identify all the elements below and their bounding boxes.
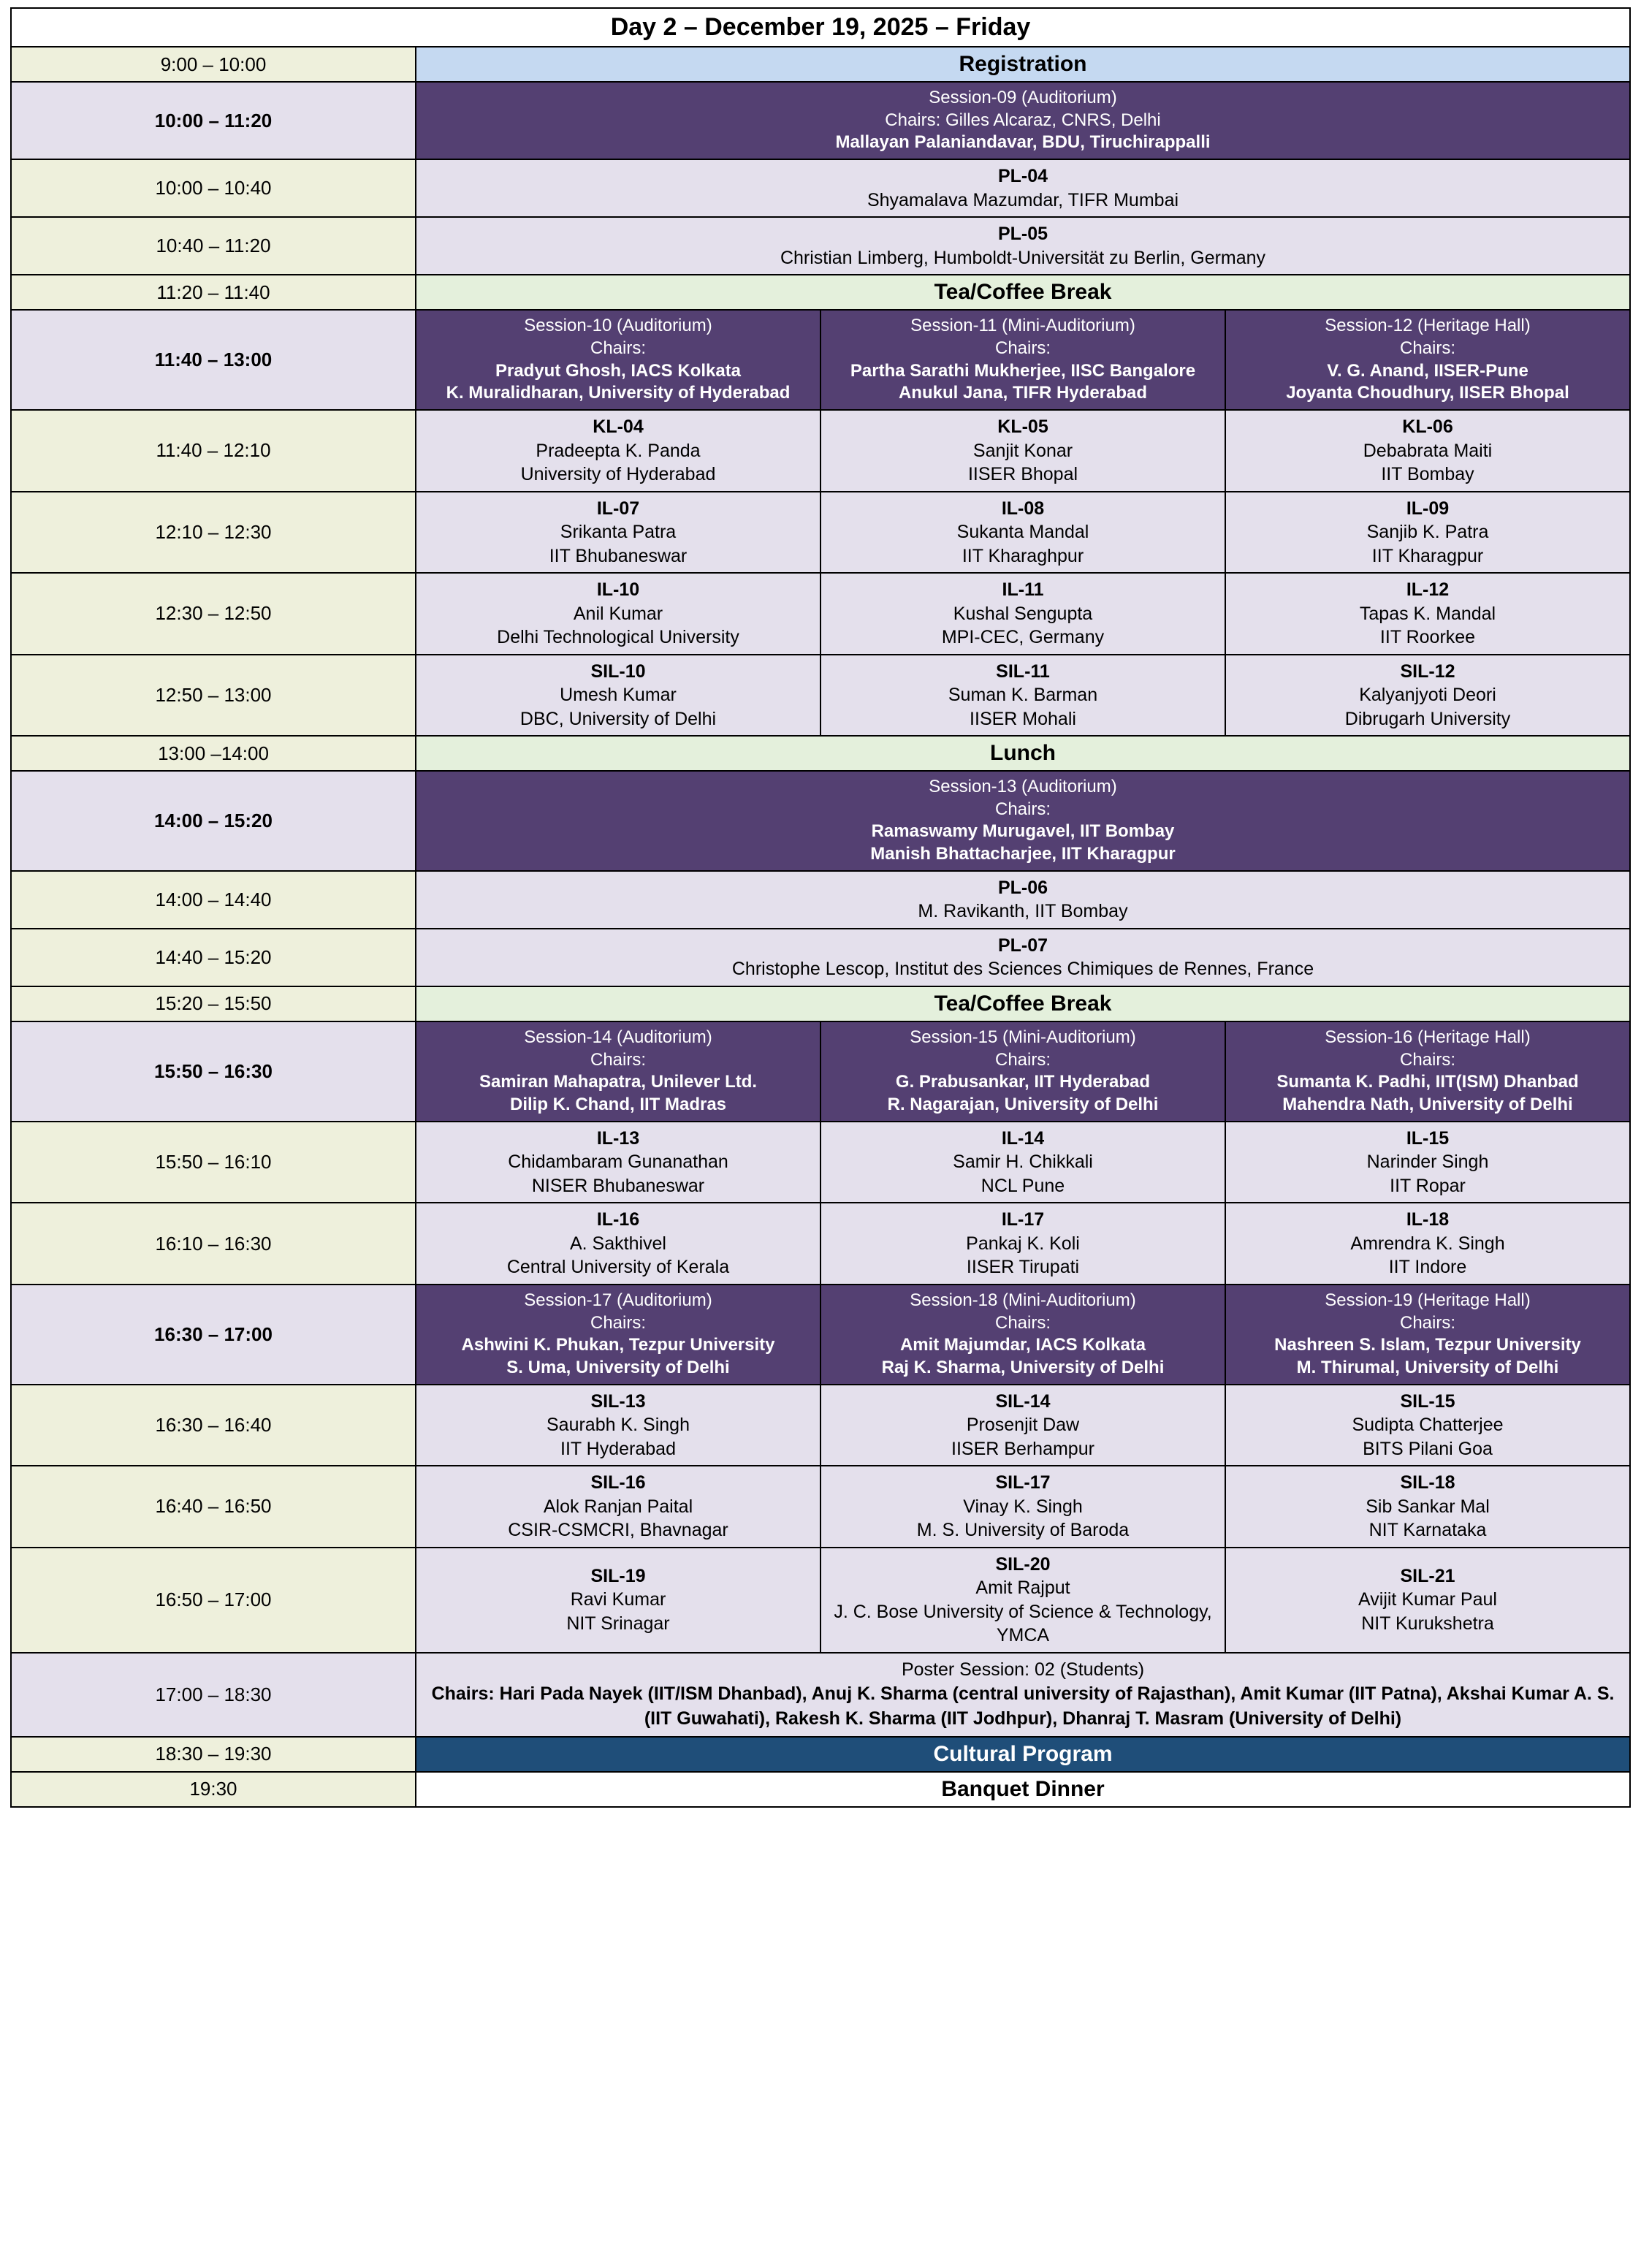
session-header-cell [820,1021,1225,1122]
talk-cell [1225,492,1630,574]
talk-code: IL-07 [596,498,640,519]
table-row [11,1548,1630,1653]
talk-affiliation: NISER Bhubaneswar [531,1175,705,1196]
talk-code: KL-05 [997,416,1048,438]
talk-speaker: Srikanta Patra [560,522,677,543]
talk-affiliation: NCL Pune [981,1175,1065,1196]
talk-code: SIL-19 [590,1565,646,1586]
talk-cell [1225,1122,1630,1203]
session-name: Session-15 (Mini-Auditorium) [910,1027,1136,1047]
talk-cell [820,1122,1225,1203]
table-row [11,655,1630,737]
session-name: Session-10 (Auditorium) [524,316,712,336]
time-cell: 19:30 [11,1772,416,1807]
talk-affiliation: IIT Ropar [1390,1175,1466,1196]
poster-session-title: Poster Session: 02 (Students) [901,1659,1145,1680]
table-row [11,492,1630,574]
talk-affiliation: IISER Mohali [970,708,1076,729]
talk-cell [820,410,1225,492]
talk-cell [820,1203,1225,1285]
session-chair-names: V. G. Anand, IISER-Pune Joyanta Choudhury, IISER Bhopal [1286,360,1569,403]
time-cell: 16:40 – 16:50 [11,1466,416,1548]
table-row [11,1122,1630,1203]
session-header-cell [820,1285,1225,1385]
talk-affiliation: CSIR-CSMCRI, Bhavnagar [508,1520,728,1541]
talk-speaker: Amit Rajput [975,1578,1070,1599]
talk-code: PL-05 [997,224,1048,245]
talk-affiliation: MPI-CEC, Germany [941,627,1105,648]
talk-affiliation: IIT Bombay [1381,464,1474,485]
talk-code: SIL-10 [590,661,646,682]
talk-code: PL-07 [997,935,1048,956]
talk-cell [820,1385,1225,1466]
table-row [11,871,1630,929]
talk-code: IL-10 [596,579,640,601]
session-chairs-label: Chairs: Gilles Alcaraz, CNRS, Delhi [885,110,1161,130]
talk-speaker: Sukanta Mandal [956,522,1089,543]
talk-code: SIL-12 [1400,661,1455,682]
table-row [11,47,1630,82]
time-cell: 14:00 – 14:40 [11,871,416,929]
table-row [11,1203,1630,1285]
session-chair-names: Ashwini K. Phukan, Tezpur University S. Uma, University of Delhi [461,1335,775,1377]
talk-affiliation: IIT Kharagpur [1371,545,1484,566]
session-name: Session-12 (Heritage Hall) [1325,316,1531,336]
talk-cell [1225,573,1630,655]
talk-speaker: Chidambaram Gunanathan [508,1152,728,1173]
talk-speaker: Christophe Lescop, Institut des Sciences Chimiques de Rennes, France [731,959,1314,980]
schedule-body [11,8,1630,1807]
poster-session-cell [416,1653,1630,1737]
session-chairs-label: Chairs: [590,338,647,358]
talk-speaker: Kushal Sengupta [953,603,1093,624]
talk-cell [820,492,1225,574]
talk-affiliation: IIT Bhubaneswar [549,545,688,566]
talk-affiliation: University of Hyderabad [520,464,716,485]
table-row [11,573,1630,655]
talk-speaker: Saurabh K. Singh [547,1415,690,1436]
band-label: Tea/Coffee Break [416,275,1630,310]
time-cell: 18:30 – 19:30 [11,1737,416,1772]
talk-affiliation: Central University of Kerala [506,1257,730,1278]
session-name: Session-13 (Auditorium) [929,777,1117,797]
talk-affiliation: NIT Srinagar [566,1613,670,1634]
talk-affiliation: NIT Karnataka [1368,1520,1487,1541]
talk-code: PL-06 [997,877,1048,898]
talk-cell [416,217,1630,275]
talk-affiliation: NIT Kurukshetra [1361,1613,1494,1634]
session-chairs-label: Chairs: [1399,1049,1456,1070]
talk-code: IL-13 [596,1127,640,1149]
session-name: Session-11 (Mini-Auditorium) [910,316,1135,336]
talk-code: SIL-20 [995,1553,1051,1575]
session-chairs-label: Chairs: [994,1312,1051,1333]
table-row [11,1653,1630,1737]
table-row [11,929,1630,986]
talk-cell [416,1385,820,1466]
table-row [11,1772,1630,1807]
talk-code: SIL-14 [995,1390,1051,1412]
talk-affiliation: M. S. University of Baroda [916,1520,1130,1541]
talk-cell [820,655,1225,737]
session-name: Session-18 (Mini-Auditorium) [910,1290,1136,1310]
talk-code: SIL-15 [1400,1390,1455,1412]
session-chair-names: Sumanta K. Padhi, IIT(ISM) Dhanbad Mahendra Nath, University of Delhi [1276,1072,1579,1115]
session-header-cell [416,310,820,410]
talk-affiliation: BITS Pilani Goa [1363,1438,1493,1459]
time-cell: 13:00 –14:00 [11,736,416,771]
session-chair-names: Mallayan Palaniandavar, BDU, Tiruchirappalli [835,132,1211,153]
talk-speaker: Vinay K. Singh [963,1496,1083,1517]
session-chair-names: Samiran Mahapatra, Unilever Ltd. Dilip K. Chand, IIT Madras [479,1072,758,1115]
talk-cell [416,929,1630,986]
session-chairs-label: Chairs: [994,338,1051,358]
talk-code: SIL-21 [1400,1565,1455,1586]
talk-affiliation: IIT Indore [1388,1257,1467,1278]
talk-cell [416,871,1630,929]
talk-code: KL-06 [1402,416,1453,438]
talk-speaker: Pradeepta K. Panda [536,440,701,461]
talk-code: IL-15 [1406,1127,1450,1149]
band-label: Registration [416,47,1630,82]
talk-speaker: Samir H. Chikkali [953,1152,1093,1173]
time-cell: 17:00 – 18:30 [11,1653,416,1737]
session-name: Session-16 (Heritage Hall) [1325,1027,1531,1047]
talk-speaker: Amrendra K. Singh [1350,1233,1505,1254]
talk-cell [820,1548,1225,1653]
talk-code: IL-14 [1001,1127,1045,1149]
time-cell: 12:50 – 13:00 [11,655,416,737]
session-name: Session-17 (Auditorium) [524,1290,712,1310]
session-header-cell [1225,1021,1630,1122]
talk-code: IL-18 [1406,1209,1450,1230]
talk-cell [416,159,1630,217]
session-header-cell [1225,310,1630,410]
talk-cell [1225,655,1630,737]
talk-speaker: Sanjit Konar [972,440,1073,461]
session-chairs-label: Chairs: [994,799,1051,819]
talk-code: SIL-18 [1400,1472,1455,1493]
table-row [11,1385,1630,1466]
talk-affiliation: IISER Bhopal [967,464,1078,485]
day-title-row [11,8,1630,47]
page-title: Day 2 – December 19, 2025 – Friday [11,8,1630,47]
time-cell: 10:00 – 10:40 [11,159,416,217]
session-chair-names: Amit Majumdar, IACS Kolkata Raj K. Sharma, University of Delhi [881,1335,1165,1377]
talk-cell [416,1203,820,1285]
session-header-cell [1225,1285,1630,1385]
talk-code: IL-11 [1002,579,1044,601]
table-row [11,771,1630,871]
time-cell: 9:00 – 10:00 [11,47,416,82]
talk-affiliation: IISER Tirupati [966,1257,1080,1278]
time-cell: 12:30 – 12:50 [11,573,416,655]
talk-cell [1225,1548,1630,1653]
talk-affiliation: DBC, University of Delhi [519,708,717,729]
talk-speaker: Tapas K. Mandal [1359,603,1496,624]
talk-code: PL-04 [997,166,1048,187]
talk-cell [416,655,820,737]
table-row [11,1021,1630,1122]
talk-code: IL-08 [1001,498,1045,519]
talk-speaker: Alok Ranjan Paital [543,1496,693,1517]
session-chairs-label: Chairs: [1399,1312,1456,1333]
talk-affiliation: Delhi Technological University [497,627,739,648]
session-chair-names: Nashreen S. Islam, Tezpur University M. Thirumal, University of Delhi [1274,1335,1581,1377]
talk-code: SIL-17 [995,1472,1051,1493]
talk-code: KL-04 [593,416,644,438]
time-cell: 10:40 – 11:20 [11,217,416,275]
session-chairs-label: Chairs: [590,1312,647,1333]
session-chair-names: Pradyut Ghosh, IACS Kolkata K. Muralidharan, University of Hyderabad [446,360,791,403]
talk-cell [416,573,820,655]
talk-cell [416,410,820,492]
time-cell: 16:30 – 16:40 [11,1385,416,1466]
session-chairs-label: Chairs: [1399,338,1456,358]
talk-speaker: Sanjib K. Patra [1366,522,1489,543]
table-row [11,986,1630,1021]
session-header-cell [416,82,1630,159]
talk-speaker: Christian Limberg, Humboldt-Universität zu Berlin, Germany [780,247,1266,268]
talk-affiliation: IIT Hyderabad [560,1438,676,1459]
talk-speaker: Sudipta Chatterjee [1352,1415,1504,1436]
talk-affiliation: IIT Kharaghpur [962,545,1084,566]
talk-speaker: Avijit Kumar Paul [1358,1589,1497,1610]
talk-code: SIL-16 [590,1472,646,1493]
session-header-cell [416,1021,820,1122]
talk-code: IL-17 [1001,1209,1045,1230]
band-label: Tea/Coffee Break [416,986,1630,1021]
talk-speaker: Kalyanjyoti Deori [1359,685,1496,706]
time-cell: 15:50 – 16:10 [11,1122,416,1203]
talk-speaker: A. Sakthivel [569,1233,666,1254]
table-row [11,1466,1630,1548]
talk-speaker: Pankaj K. Koli [966,1233,1080,1254]
talk-speaker: Ravi Kumar [570,1589,666,1610]
table-row [11,159,1630,217]
time-cell: 16:10 – 16:30 [11,1203,416,1285]
session-chair-names: Ramaswamy Murugavel, IIT Bombay Manish Bhattacharjee, IIT Kharagpur [870,821,1176,864]
table-row [11,275,1630,310]
table-row [11,736,1630,771]
schedule-table [10,7,1631,1808]
talk-affiliation: J. C. Bose University of Science & Technology, YMCA [834,1601,1212,1646]
band-label: Banquet Dinner [416,1772,1630,1807]
band-label: Lunch [416,736,1630,771]
time-cell: 11:40 – 13:00 [11,310,416,410]
talk-cell [416,1122,820,1203]
table-row [11,82,1630,159]
time-cell: 15:20 – 15:50 [11,986,416,1021]
talk-code: SIL-13 [590,1390,646,1412]
talk-cell [416,1466,820,1548]
talk-cell [416,492,820,574]
time-cell: 10:00 – 11:20 [11,82,416,159]
talk-affiliation: IISER Berhampur [951,1438,1094,1459]
time-cell: 16:50 – 17:00 [11,1548,416,1653]
talk-code: IL-12 [1406,579,1450,601]
session-name: Session-14 (Auditorium) [524,1027,712,1047]
table-row [11,217,1630,275]
time-cell: 14:00 – 15:20 [11,771,416,871]
table-row [11,310,1630,410]
session-chair-names: G. Prabusankar, IIT Hyderabad R. Nagarajan, University of Delhi [887,1072,1159,1115]
session-name: Session-09 (Auditorium) [929,88,1117,107]
time-cell: 11:40 – 12:10 [11,410,416,492]
talk-cell [1225,1466,1630,1548]
talk-cell [416,1548,820,1653]
talk-speaker: Sib Sankar Mal [1366,1496,1490,1517]
table-row [11,1737,1630,1772]
talk-cell [1225,1385,1630,1466]
session-header-cell [416,771,1630,871]
talk-affiliation: Dibrugarh University [1344,708,1511,729]
talk-code: SIL-11 [996,661,1050,682]
talk-speaker: Prosenjit Daw [966,1415,1080,1436]
time-cell: 15:50 – 16:30 [11,1021,416,1122]
session-chair-names: Partha Sarathi Mukherjee, IISC Bangalore Anukul Jana, TIFR Hyderabad [850,360,1196,403]
talk-speaker: Suman K. Barman [948,685,1098,706]
session-chairs-label: Chairs: [994,1049,1051,1070]
time-cell: 12:10 – 12:30 [11,492,416,574]
talk-speaker: Debabrata Maiti [1363,440,1493,461]
talk-speaker: M. Ravikanth, IIT Bombay [918,901,1128,922]
talk-cell [1225,1203,1630,1285]
talk-cell [820,1466,1225,1548]
session-header-cell [820,310,1225,410]
talk-speaker: Narinder Singh [1366,1152,1489,1173]
talk-speaker: Anil Kumar [573,603,663,624]
poster-session-chairs: Chairs: Hari Pada Nayek (IIT/ISM Dhanbad), Anuj K. Sharma (central university of Rajasthan), Amit Kumar (IIT Patna), Akshai Kumar A. S. (IIT Guwahati), Rakesh K. Sharma (IIT Jodhpur), Dhanraj T. Masram (University of Delhi) [431,1683,1615,1729]
talk-code: IL-16 [596,1209,640,1230]
talk-affiliation: IIT Roorkee [1379,627,1476,648]
time-cell: 14:40 – 15:20 [11,929,416,986]
session-header-cell [416,1285,820,1385]
talk-cell [1225,410,1630,492]
time-cell: 11:20 – 11:40 [11,275,416,310]
table-row [11,1285,1630,1385]
session-name: Session-19 (Heritage Hall) [1325,1290,1531,1310]
talk-speaker: Umesh Kumar [560,685,677,706]
session-chairs-label: Chairs: [590,1049,647,1070]
band-label: Cultural Program [416,1737,1630,1772]
talk-code: IL-09 [1406,498,1450,519]
talk-speaker: Shyamalava Mazumdar, TIFR Mumbai [867,189,1179,210]
time-cell: 16:30 – 17:00 [11,1285,416,1385]
talk-cell [820,573,1225,655]
table-row [11,410,1630,492]
